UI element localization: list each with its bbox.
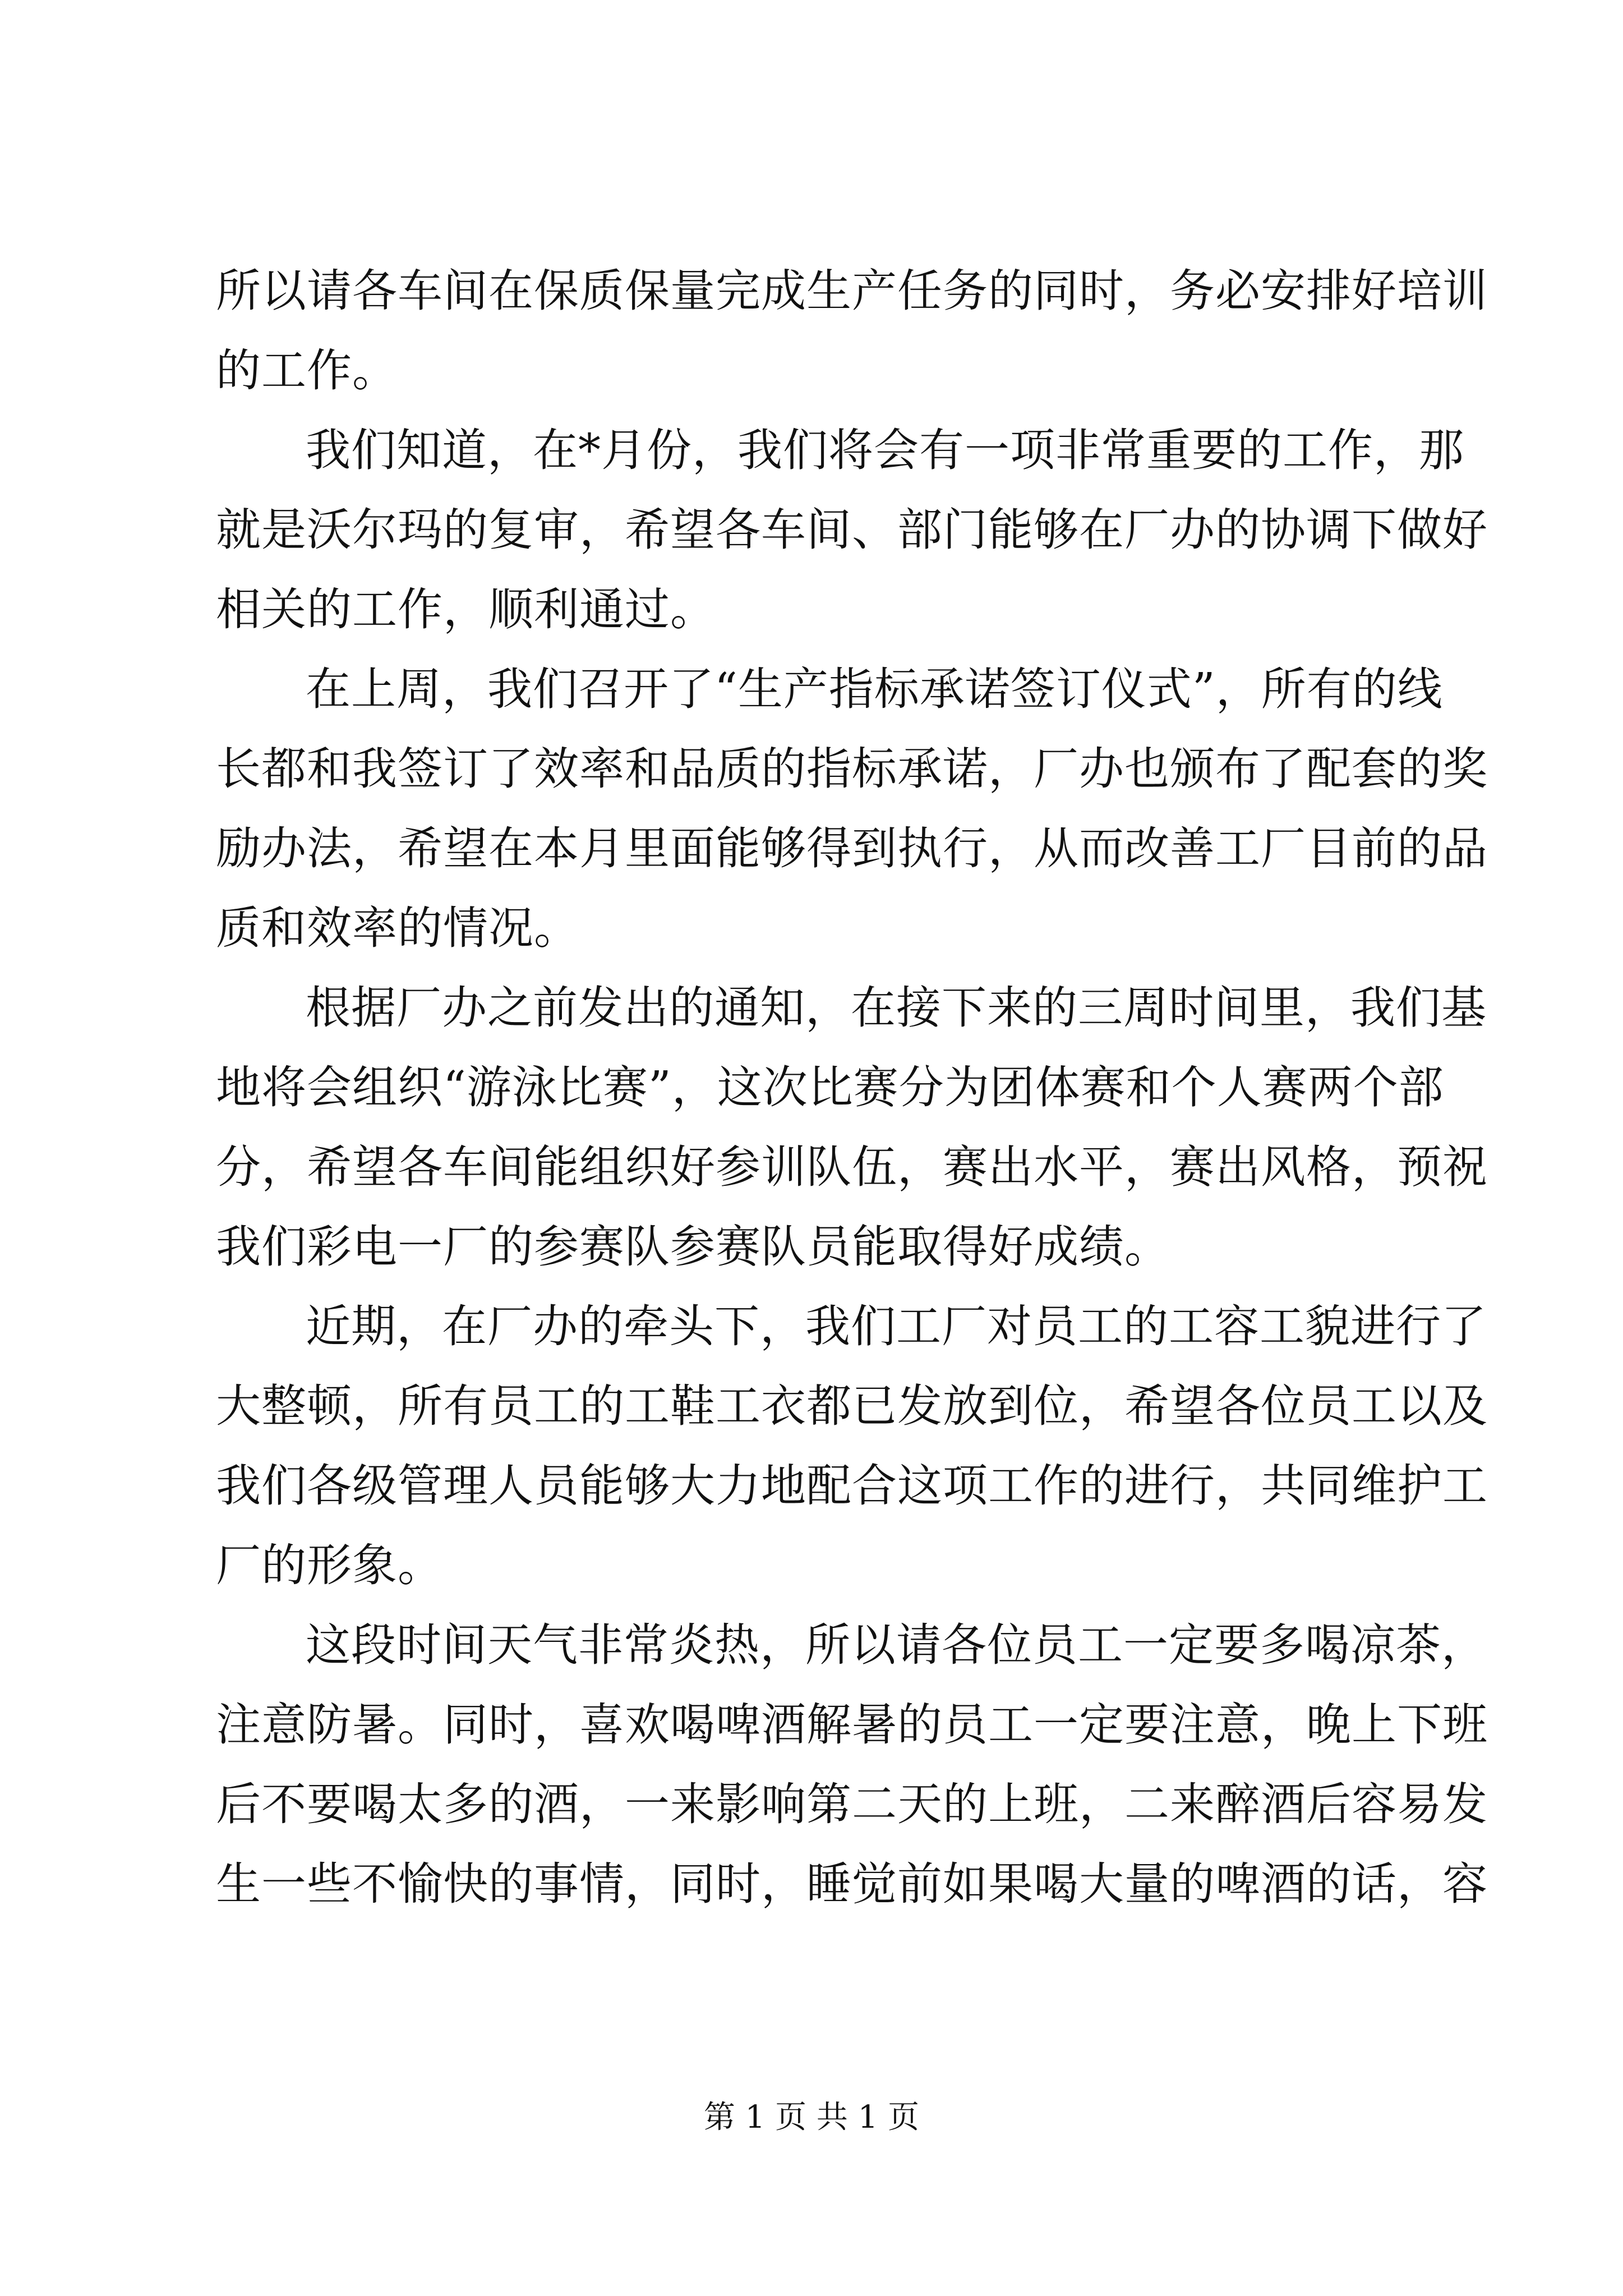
text-line: 的工作。	[216, 344, 398, 397]
text-line: 我们各级管理人员能够大力地配合这项工作的进行，共同维护工	[216, 1460, 1488, 1512]
text-line: 质和效率的情况。	[216, 902, 579, 954]
paragraph-first-line: 我们知道，在*月份，我们将会有一项非常重要的工作，那	[306, 424, 1464, 476]
body-text	[216, 251, 1488, 1924]
page-number-footer: 第 1 页 共 1 页	[703, 2099, 920, 2136]
text-line: 地将会组织“游泳比赛”，这次比赛分为团体赛和个人赛两个部	[216, 1061, 1444, 1114]
paragraph-first-line: 这段时间天气非常炎热，所以请各位员工一定要多喝凉茶，	[306, 1619, 1487, 1671]
text-line: 生一些不愉快的事情，同时，睡觉前如果喝大量的啤酒的话，容	[216, 1858, 1488, 1910]
paragraph-first-line: 根据厂办之前发出的通知，在接下来的三周时间里，我们基	[306, 982, 1487, 1034]
paragraph-first-line: 在上周，我们召开了“生产指标承诺签订仪式”，所有的线	[306, 663, 1443, 715]
paragraph-first-line: 近期，在厂办的牵头下，我们工厂对员工的工容工貌进行了	[306, 1300, 1487, 1352]
text-line: 大整顿，所有员工的工鞋工衣都已发放到位，希望各位员工以及	[216, 1380, 1488, 1432]
text-line: 长都和我签订了效率和品质的指标承诺，厂办也颁布了配套的奖	[216, 743, 1488, 795]
text-line: 所以请各车间在保质保量完成生产任务的同时，务必安排好培训	[216, 265, 1488, 317]
text-line: 就是沃尔玛的复审，希望各车间、部门能够在厂办的协调下做好	[216, 504, 1488, 556]
text-line: 相关的工作，顺利通过。	[216, 583, 716, 636]
text-line: 注意防暑。同时，喜欢喝啤酒解暑的员工一定要注意，晚上下班	[216, 1699, 1488, 1751]
text-line: 厂的形象。	[216, 1539, 443, 1591]
text-line: 励办法，希望在本月里面能够得到执行，从而改善工厂目前的品	[216, 822, 1488, 875]
text-line: 分，希望各车间能组织好参训队伍，赛出水平，赛出风格，预祝	[216, 1141, 1488, 1193]
text-line: 我们彩电一厂的参赛队参赛队员能取得好成绩。	[216, 1221, 1170, 1273]
text-line: 后不要喝太多的酒，一来影响第二天的上班，二来醉酒后容易发	[216, 1778, 1488, 1830]
